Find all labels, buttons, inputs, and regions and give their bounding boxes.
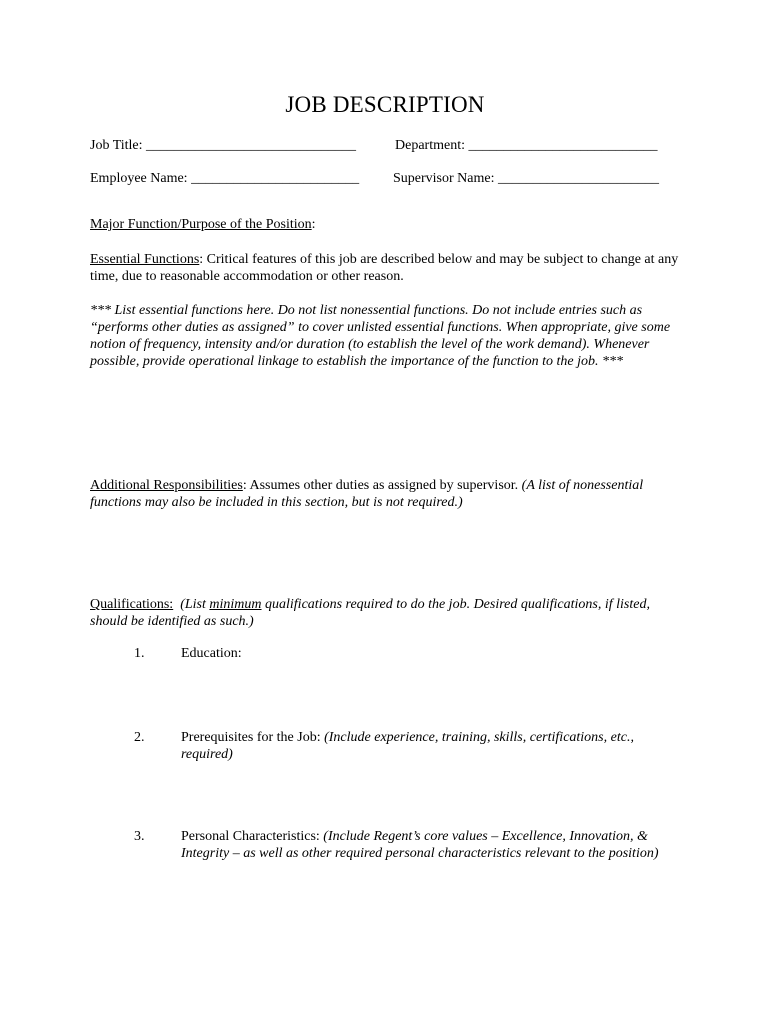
supervisor-name-blank: _______________________ bbox=[497, 171, 659, 186]
employee-name-field bbox=[90, 170, 359, 187]
supervisor-name-field bbox=[393, 170, 659, 187]
department-label: Department: bbox=[395, 138, 465, 153]
employee-name-label: Employee Name: bbox=[90, 171, 188, 186]
essential-functions-text: : Critical features of this job are described below and may be subject to change at any time, due to reasonable accommodation or other reason. bbox=[90, 252, 679, 284]
major-function-heading bbox=[90, 216, 682, 233]
page-title: JOB DESCRIPTION bbox=[285, 92, 485, 117]
qualification-note-2: (Include experience, training, skills, certifications, etc., required) bbox=[181, 730, 634, 762]
essential-functions-heading: Essential Functions bbox=[90, 252, 200, 267]
qualification-item-personal-characteristics bbox=[181, 828, 681, 862]
qualification-item-education bbox=[181, 645, 681, 662]
qualification-label-2: Prerequisites for the Job: bbox=[181, 730, 325, 745]
additional-responsibilities-note: (A list of nonessential functions may also be included in this section, but is not required.) bbox=[90, 478, 644, 510]
employee-name-blank: ________________________ bbox=[191, 171, 360, 186]
department-field bbox=[395, 137, 657, 154]
qualification-label-3: Personal Characteristics: bbox=[181, 829, 324, 844]
additional-responsibilities-heading: Additional Responsibilities bbox=[90, 478, 243, 493]
qualifications-note-before: (List bbox=[180, 597, 210, 612]
major-function-colon: : bbox=[311, 217, 316, 232]
additional-responsibilities-section bbox=[90, 477, 682, 511]
job-title-field bbox=[90, 137, 356, 154]
additional-responsibilities-text: : Assumes other duties as assigned by supervisor. bbox=[242, 478, 522, 493]
supervisor-name-label: Supervisor Name: bbox=[393, 171, 495, 186]
qualification-number-3: 3. bbox=[134, 829, 145, 844]
essential-functions-instructions: *** List essential functions here. Do not list nonessential functions. Do not include entries such as “performs other duties as assigned” to cover unlisted essential functions. When appropriate, give some notion of frequency, intensity and/or duration (to establish the level of the work demand). Whenever possible, provide operational linkage to establish the importance of the function to the job. *** bbox=[90, 303, 671, 369]
department-blank: ___________________________ bbox=[468, 138, 658, 153]
qualifications-note-minimum: minimum bbox=[209, 597, 262, 612]
qualifications-heading: Qualifications: bbox=[90, 597, 174, 612]
job-title-blank: ______________________________ bbox=[146, 138, 357, 153]
qualification-item-prerequisites bbox=[181, 729, 641, 763]
job-title-label: Job Title: bbox=[90, 138, 143, 153]
qualification-number-2: 2. bbox=[134, 730, 145, 745]
qualifications-section bbox=[90, 596, 682, 630]
qualifications-note-after: qualifications required to do the job. Desired qualifications, if listed, should be identified as such.) bbox=[90, 597, 650, 629]
qualification-label-1: Education: bbox=[181, 646, 242, 661]
qualification-number-1: 1. bbox=[134, 646, 145, 661]
qualification-note-3: (Include Regent’s core values – Excellence, Innovation, & Integrity – as well as other required personal characteristics relevant to the position) bbox=[181, 829, 659, 861]
essential-functions-section bbox=[90, 251, 682, 285]
major-function-title: Major Function/Purpose of the Position bbox=[90, 217, 312, 232]
